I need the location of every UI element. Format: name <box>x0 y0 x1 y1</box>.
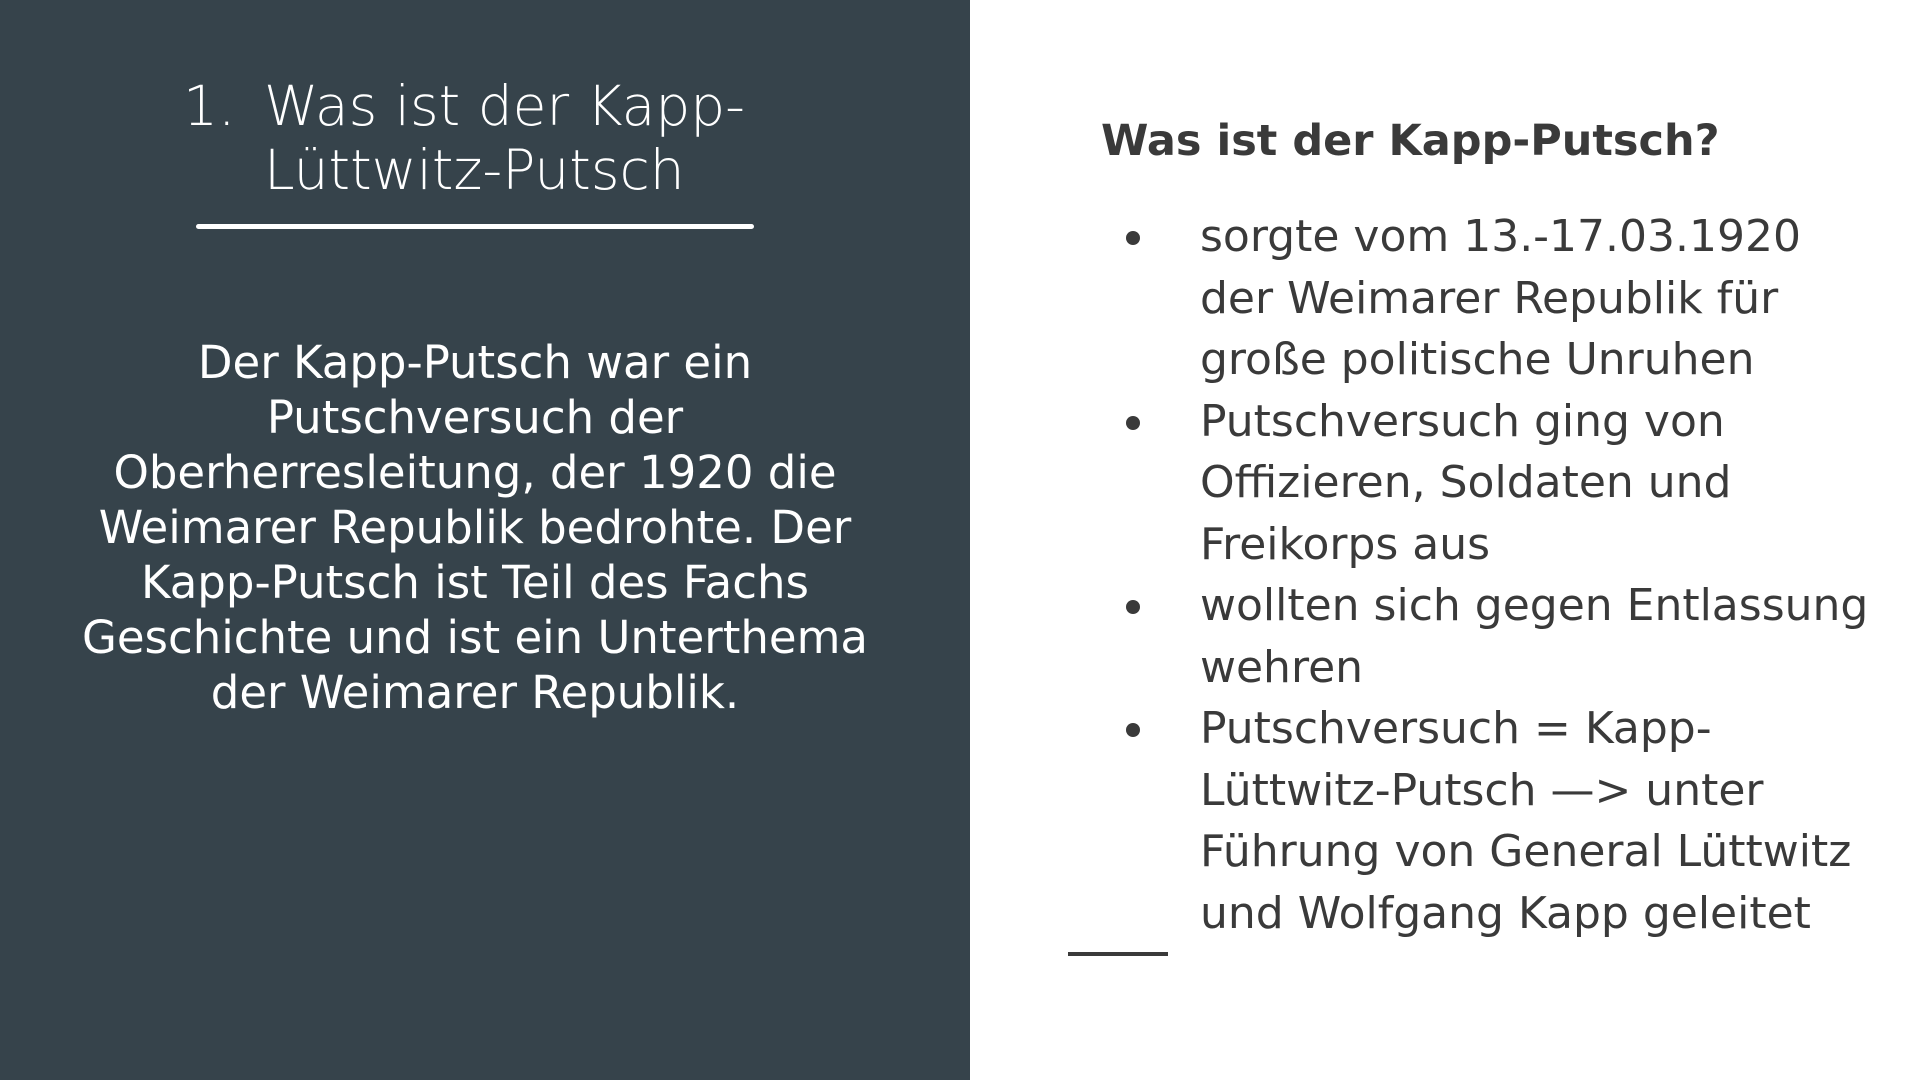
bullet-text: wollten sich gegen Entlassung wehren <box>1200 580 1869 693</box>
bullet-item <box>1120 575 1880 698</box>
title-number: 1. <box>183 74 236 138</box>
title-underline <box>196 224 754 229</box>
bullet-text: Putschversuch = Kapp-Lüttwitz-Putsch —> unter Führung von General Lüttwitz und Wolfgang Kapp geleitet <box>1200 703 1852 939</box>
bullet-list <box>1120 206 1880 944</box>
bullet-dot-icon <box>1126 416 1140 430</box>
decorative-dash <box>1068 952 1168 956</box>
bullet-item <box>1120 391 1880 576</box>
bullet-item <box>1120 206 1880 391</box>
bullet-item <box>1120 698 1880 944</box>
bullet-dot-icon <box>1126 231 1140 245</box>
bullet-dot-icon <box>1126 600 1140 614</box>
bullet-dot-icon <box>1126 723 1140 737</box>
slide-title: Was ist der Kapp-Lüttwitz-Putsch <box>264 74 746 202</box>
bullet-text: sorgte vom 13.-17.03.1920 der Weimarer Republik für große politische Unruhen <box>1200 211 1801 385</box>
definition-text: Der Kapp-Putsch war ein Putschversuch der Oberherresleitung, der 1920 die Weimarer Republik bedrohte. Der Kapp-Putsch ist Teil des Fachs Geschichte und ist ein Unterthema der Weimarer Republik. <box>81 336 869 719</box>
bullet-text: Putschversuch ging von Offizieren, Soldaten und Freikorps aus <box>1200 395 1732 570</box>
question-heading: Was ist der Kapp-Putsch? <box>1101 116 1720 166</box>
